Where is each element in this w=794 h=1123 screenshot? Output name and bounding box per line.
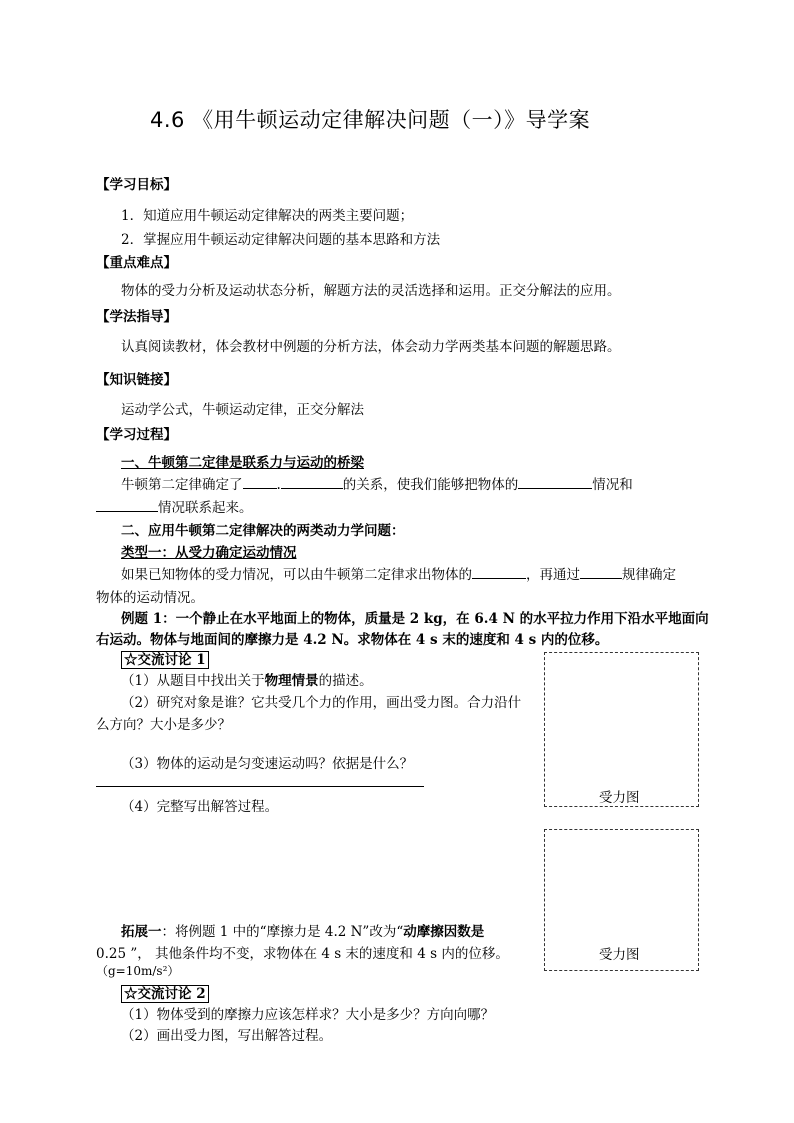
part1-line2: [96, 496, 253, 516]
method-heading: 【学法指导】: [96, 309, 177, 325]
extension-text: ：将例题 1 中的“摩擦力是 4.2 N”改为“: [161, 924, 404, 940]
extension-line1: [121, 920, 484, 940]
page-title: 4.6 《用牛顿运动定律解决问题（一）》导学案: [150, 108, 591, 132]
links-heading: 【知识链接】: [96, 372, 177, 388]
extension-line2: 0.25 ”， 其他条件均不变，求物体在 4 s 末的速度和 4 s 内的位移。: [96, 946, 509, 962]
process-heading: 【学习过程】: [96, 427, 177, 443]
part1-sep: .: [276, 477, 281, 493]
force-diagram-box-2[interactable]: [544, 829, 699, 971]
answer-blank[interactable]: [96, 499, 158, 512]
part1-text-a: 牛顿第二定律确定了: [121, 477, 243, 493]
discussion2-label: [121, 982, 209, 1002]
key-points-heading: 【重点难点】: [96, 255, 177, 271]
answer-blank[interactable]: [472, 566, 526, 579]
objective-item-1: 1．知道应用牛顿运动定律解决的两类主要问题；: [121, 208, 414, 224]
answer-line[interactable]: [96, 786, 424, 787]
example1-line2: 右运动。物体与地面间的摩擦力是 4.2 N。求物体在 4 s 末的速度和 4 s 内的位移。: [96, 632, 609, 648]
type1-text-b: ，再通过: [526, 567, 580, 583]
example1-line1: 例题 1：一个静止在水平地面上的物体，质量是 2 kg，在 6.4 N 的水平拉力作用下沿水平地面向: [121, 611, 709, 627]
discussion1-q1: [121, 669, 373, 689]
discussion2-badge: ☆交流讨论 2: [121, 985, 209, 1003]
type1-text-a: 如果已知物体的受力情况，可以由牛顿第二定律求出物体的: [121, 567, 472, 583]
force-diagram-box-1[interactable]: [544, 652, 699, 807]
extension-bold: 动摩擦因数是: [403, 924, 485, 940]
discussion2-q2: （2）画出受力图，写出解答过程。: [121, 1028, 333, 1044]
answer-blank[interactable]: [518, 476, 592, 489]
discussion1-badge: ☆交流讨论 1: [121, 651, 209, 669]
q1-bold: 物理情景: [264, 673, 319, 689]
discussion1-q2-line2: 么方向？大小是多少？: [96, 717, 231, 733]
type1-line2: 物体的运动情况。: [96, 590, 204, 606]
discussion1-q3: （3）物体的运动是匀变速运动吗？依据是什么？: [121, 756, 414, 772]
part1-line1: [121, 473, 633, 493]
key-points-text: 物体的受力分析及运动状态分析，解题方法的灵活选择和运用。正交分解法的应用。: [121, 283, 621, 299]
extension-label: 拓展一: [121, 924, 162, 940]
q1-text-b: 的描述。: [318, 673, 373, 689]
force-diagram-caption: 受力图: [599, 790, 640, 806]
answer-blank[interactable]: [281, 476, 343, 489]
part1-text-b: 的关系，使我们能够把物体的: [342, 477, 519, 493]
part1-line2-text: 情况联系起来。: [158, 500, 253, 516]
type1-title: 类型一：从受力确定运动情况: [121, 545, 297, 561]
type1-text-c: 规律确定: [622, 567, 676, 583]
method-text: 认真阅读教材，体会教材中例题的分析方法，体会动力学两类基本问题的解题思路。: [121, 339, 621, 355]
type1-line1: [121, 563, 676, 583]
part1-text-c: 情况和: [592, 477, 633, 493]
answer-blank[interactable]: [580, 566, 622, 579]
links-text: 运动学公式，牛顿运动定律，正交分解法: [121, 402, 364, 418]
part2-title: 二、应用牛顿第二定律解决的两类动力学问题：: [121, 523, 405, 539]
discussion1-q2-line1: （2）研究对象是谁？它共受几个力的作用，画出受力图。合力沿什: [121, 695, 522, 711]
objectives-heading: 【学习目标】: [96, 177, 177, 193]
discussion2-q1: （1）物体受到的摩擦力应该怎样求？大小是多少？方向向哪？: [121, 1007, 495, 1023]
extension-line3: （g=10m/s²）: [96, 964, 180, 978]
force-diagram-caption: 受力图: [599, 947, 640, 963]
answer-blank[interactable]: [243, 476, 277, 489]
discussion1-q4: （4）完整写出解答过程。: [121, 799, 279, 815]
part1-title: 一、牛顿第二定律是联系力与运动的桥梁: [121, 455, 364, 471]
q1-text-a: （1）从题目中找出关于: [121, 673, 265, 689]
discussion1-label: [121, 648, 209, 668]
objective-item-2: 2．掌握应用牛顿运动定律解决问题的基本思路和方法: [121, 232, 441, 248]
